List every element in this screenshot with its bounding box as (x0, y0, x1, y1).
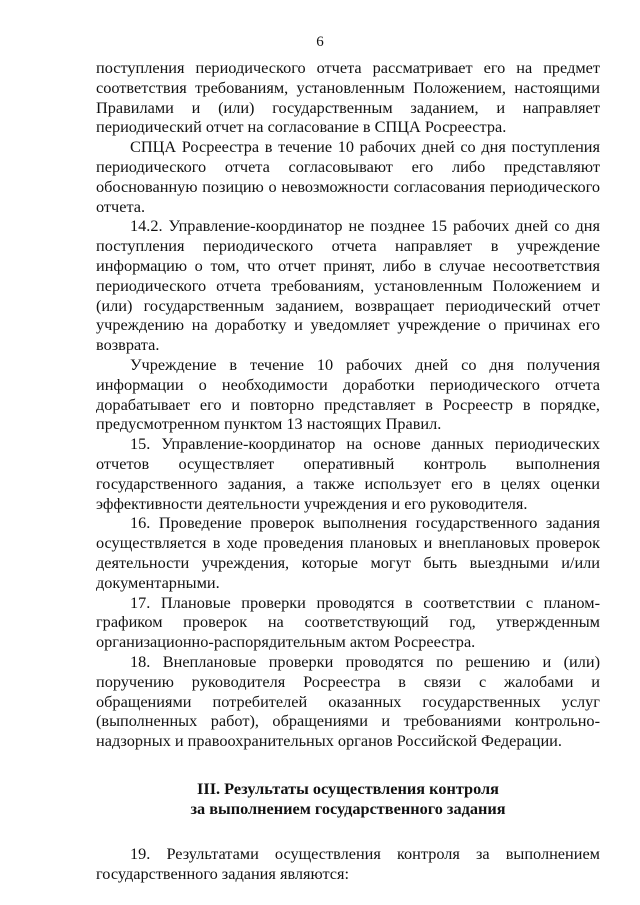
paragraph-15: 15. Управление-координатор на основе данных периодических отчетов осуществляет оперативный контроль выполнения государственного задания, а также использует его в целях оценки эффективности деятельности учреждения и его руководителя. (96, 434, 600, 513)
paragraph-17: 17. Плановые проверки проводятся в соответствии с планом-графиком проверок на соответствующий год, утвержденным организационно-распорядительным актом Росреестра. (96, 592, 600, 652)
section-heading (96, 779, 600, 819)
paragraph-institution-revision: Учреждение в течение 10 рабочих дней со дня получения информации о необходимости доработки периодического отчета дорабатывает его и повторно представляет в Росреестр в порядке, предусмотренном пунктом 13 настоящих Правил. (96, 354, 600, 434)
paragraph-18: 18. Внеплановые проверки проводятся по решению и (или) поручению руководителя Росреестра в связи с жалобами и обращениями потребителей оказанных государственных услуг (выполненных работ), обращениями и требованиями контрольно-надзорных и правоохранительных органов Российской Федерации. (96, 651, 600, 751)
paragraph-19: 19. Результатами осуществления контроля за выполнением государственного задания являются: (96, 844, 600, 884)
section-heading-line-1: III. Результаты осуществления контроля (197, 778, 499, 798)
paragraph-16: 16. Проведение проверок выполнения государственного задания осуществляется в ходе проведения плановых и внеплановых проверок деятельности учреждения, которые могут быть выездными и/или документарными. (96, 513, 600, 592)
document-body (96, 58, 600, 884)
paragraph-continuation: поступления периодического отчета рассматривает его на предмет соответствия требованиям, установленным Положением, настоящими Правилами и (или) государственным заданием, и направляет периодический отчет на согласование в СПЦА Росреестра. (96, 58, 600, 137)
section-heading-line-2: за выполнением государственного задания (190, 798, 506, 818)
paragraph-14-2: 14.2. Управление-координатор не позднее 15 рабочих дней со дня поступления периодического отчета направляет в учреждение информацию о том, что отчет принят, либо в случае несоответствия периодического отчета требованиям, установленным Положением и (или) государственным заданием, возвращает периодический отчет учреждению на доработку и уведомляет учреждение о причинах его возврата. (96, 216, 600, 355)
paragraph-spca-approval: СПЦА Росреестра в течение 10 рабочих дней со дня поступления периодического отчета согласовывают его либо представляют обоснованную позицию о невозможности согласования периодического отчета. (96, 137, 600, 216)
heading-spacer (96, 818, 600, 844)
page-number: 6 (316, 34, 324, 50)
